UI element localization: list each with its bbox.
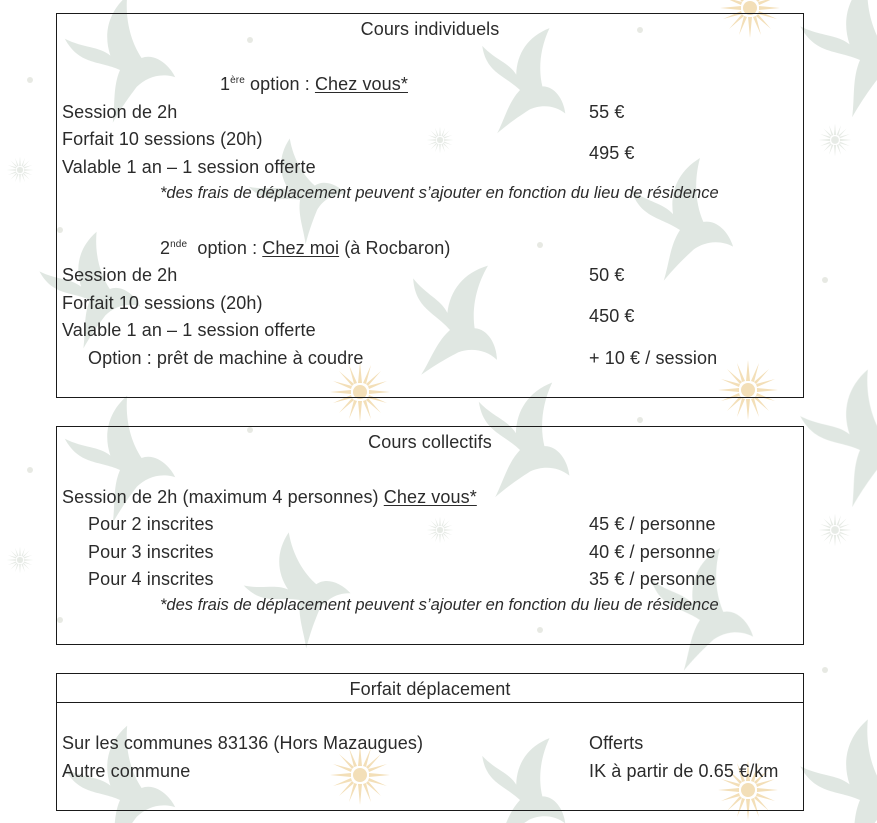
option2-number: 2 [160, 238, 171, 258]
individual-lessons-box [56, 13, 804, 398]
option2-place-suffix: (à Rocbaron) [339, 238, 451, 258]
travel-fee-box [56, 673, 804, 811]
group-lessons-box [56, 426, 804, 645]
travel-fee-title: Forfait déplacement [349, 679, 511, 699]
group-row-label: Pour 3 inscrites [88, 542, 214, 562]
travel-header-divider [57, 702, 803, 703]
option1-row-label: Session de 2h [62, 102, 178, 122]
option2-label: option : [187, 238, 263, 258]
option1-label: option : [244, 74, 315, 94]
group-intro-place: Chez vous* [383, 487, 477, 507]
individual-lessons-title: Cours individuels [360, 19, 500, 39]
option2-row-price: + 10 € / session [589, 348, 718, 368]
option1-row-price: 495 € [589, 143, 635, 163]
option2-row-label: Forfait 10 sessions (20h) [62, 293, 263, 313]
option2-row-label: Option : prêt de machine à coudre [88, 348, 364, 368]
option2-row-label-2: Valable 1 an – 1 session offerte [62, 320, 316, 340]
option1-heading [220, 73, 408, 95]
group-row-label: Pour 4 inscrites [88, 569, 214, 589]
option2-row-price: 50 € [589, 265, 625, 285]
option1-row-price: 55 € [589, 102, 625, 122]
option1-footnote: *des frais de déplacement peuvent s’ajouter en fonction du lieu de résidence [160, 184, 719, 202]
travel-row-label: Autre commune [62, 761, 191, 781]
travel-row-label: Sur les communes 83136 (Hors Mazaugues) [62, 733, 424, 753]
option1-row-label: Forfait 10 sessions (20h) [62, 129, 263, 149]
group-row-price: 35 € / personne [589, 569, 716, 589]
group-lessons-title: Cours collectifs [368, 432, 492, 452]
option1-row-label-2: Valable 1 an – 1 session offerte [62, 157, 316, 177]
option1-place: Chez vous* [314, 74, 408, 94]
option1-number: 1 [220, 74, 231, 94]
option2-row-price: 450 € [589, 306, 635, 326]
option2-row-label: Session de 2h [62, 265, 178, 285]
group-row-price: 45 € / personne [589, 514, 716, 534]
option2-ordinal: nde [170, 239, 188, 250]
group-intro-text: Session de 2h (maximum 4 personnes) [62, 487, 384, 507]
option2-place: Chez moi [262, 238, 340, 258]
option2-heading [160, 237, 450, 259]
option1-ordinal: ère [230, 75, 245, 86]
group-row-price: 40 € / personne [589, 542, 716, 562]
group-row-label: Pour 2 inscrites [88, 514, 214, 534]
group-lessons-intro [62, 486, 477, 508]
travel-row-price: Offerts [589, 733, 644, 753]
group-footnote: *des frais de déplacement peuvent s’ajouter en fonction du lieu de résidence [160, 596, 719, 614]
travel-row-price: IK à partir de 0.65 €/km [589, 761, 779, 781]
